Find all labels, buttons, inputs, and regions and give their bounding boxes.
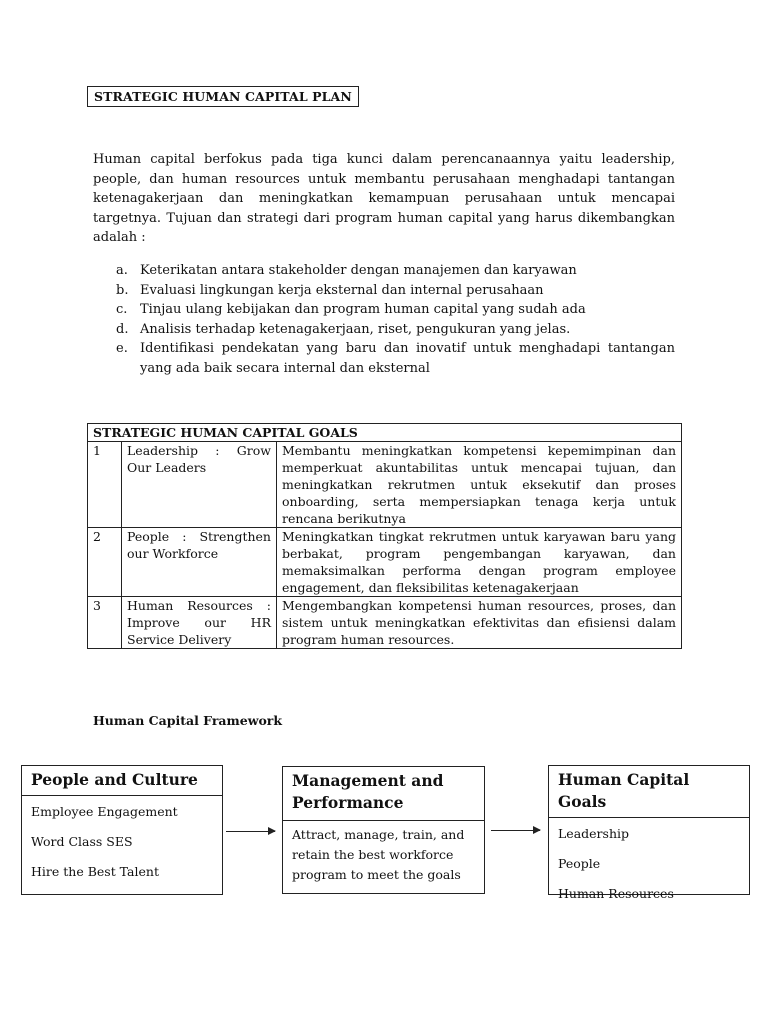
list-item xyxy=(116,339,675,378)
list-text: Keterikatan antara stakeholder dengan manajemen dan karyawan xyxy=(140,263,577,278)
objectives-list xyxy=(116,261,675,378)
goals-table xyxy=(87,423,682,649)
box-body xyxy=(549,818,749,918)
list-marker: d. xyxy=(116,321,129,337)
goal-name: Leadership : Grow Our Leaders xyxy=(122,442,277,528)
list-marker: b. xyxy=(116,282,129,298)
box-item: Word Class SES xyxy=(31,834,133,849)
list-marker: e. xyxy=(116,341,128,356)
people-culture-box xyxy=(21,765,223,895)
box-title: Human Capital Goals xyxy=(549,766,749,818)
table-header-row xyxy=(88,424,682,442)
box-title: Management and Performance xyxy=(283,767,484,821)
box-item: Hire the Best Talent xyxy=(31,864,159,879)
list-marker: c. xyxy=(116,302,128,317)
list-text: Identifikasi pendekatan yang baru dan inovatif untuk menghadapi tantangan yang ada baik secara internal dan eksternal xyxy=(140,341,675,376)
row-number: 2 xyxy=(88,528,122,597)
goals-table-header: STRATEGIC HUMAN CAPITAL GOALS xyxy=(88,424,682,442)
list-item xyxy=(116,300,675,320)
arrow-right-icon xyxy=(491,830,540,831)
box-item: Employee Engagement xyxy=(31,804,178,819)
table-row xyxy=(88,442,682,528)
row-number: 3 xyxy=(88,597,122,649)
box-item: Leadership xyxy=(558,826,629,841)
document-title: STRATEGIC HUMAN CAPITAL PLAN xyxy=(87,86,359,107)
row-number: 1 xyxy=(88,442,122,528)
list-item xyxy=(116,281,675,301)
goal-description: Membantu meningkatkan kompetensi kepemimpinan dan memperkuat akuntabilitas untuk mencapai tujuan, dan meningkatkan rekrutmen untuk eksekutif dan proses onboarding, serta mempersiapkan tenaga kerja untuk rencana berikutnya xyxy=(277,442,682,528)
goal-name: Human Resources : Improve our HR Service Delivery xyxy=(122,597,277,649)
intro-paragraph: Human capital berfokus pada tiga kunci dalam perencanaannya yaitu leadership, people, dan human resources untuk membantu perusahaan menghadapi tantangan ketenagakerjaan dan meningkatkan kemampuan perusahaan untuk mencapai targetnya. Tujuan dan strategi dari program human capital yang harus dikembangkan adalah : xyxy=(93,152,675,245)
list-text: Analisis terhadap ketenagakerjaan, riset, pengukuran yang jelas. xyxy=(140,321,571,337)
list-marker: a. xyxy=(116,263,128,278)
goal-description: Mengembangkan kompetensi human resources, proses, dan sistem untuk meningkatkan efektivitas dan efisiensi dalam program human resources. xyxy=(277,597,682,649)
framework-label: Human Capital Framework xyxy=(93,713,283,728)
list-text: Tinjau ulang kebijakan dan program human capital yang sudah ada xyxy=(140,302,586,317)
table-row xyxy=(88,528,682,597)
box-item: Human Resources xyxy=(558,886,674,901)
box-body: Attract, manage, train, and retain the best workforce program to meet the goals xyxy=(292,827,465,882)
human-capital-goals-box xyxy=(548,765,750,901)
box-body xyxy=(22,796,222,896)
arrow-right-icon xyxy=(226,831,275,832)
table-row xyxy=(88,597,682,649)
goal-name: People : Strengthen our Workforce xyxy=(122,528,277,597)
management-performance-box xyxy=(282,766,485,894)
list-item xyxy=(116,320,675,340)
goal-description: Meningkatkan tingkat rekrutmen untuk karyawan baru yang berbakat, program pengembangan karyawan, dan memaksimalkan performa dengan program employee engagement, dan fleksibilitas ketenagakerjaan xyxy=(277,528,682,597)
list-text: Evaluasi lingkungan kerja eksternal dan internal perusahaan xyxy=(140,282,544,298)
box-item: People xyxy=(558,856,601,871)
box-title: People and Culture xyxy=(22,766,222,796)
list-item xyxy=(116,261,675,281)
